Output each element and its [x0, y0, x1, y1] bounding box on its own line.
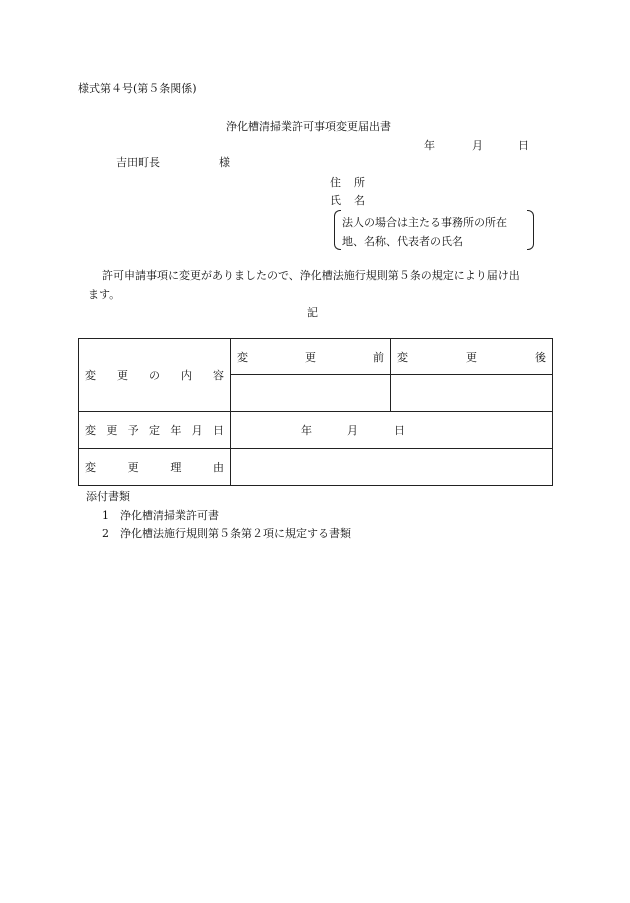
- date-day-label: 日: [518, 139, 529, 152]
- change-content-label-cell: [79, 339, 231, 412]
- planned-date-year: 年: [301, 424, 312, 437]
- date-year-label: 年: [424, 139, 435, 152]
- planned-date-month: 月: [347, 424, 358, 437]
- planned-date-value-cell[interactable]: [231, 412, 553, 449]
- change-content-label: 変 更 の 内 容: [85, 369, 224, 382]
- corporate-note-text: [342, 213, 507, 251]
- change-table: [78, 338, 553, 486]
- after-label: 変 更 後: [397, 350, 546, 364]
- addressee-honorific: 様: [219, 156, 230, 169]
- name-label-char-2: 名: [354, 194, 365, 207]
- corporate-note-line-2: 地、名称、代表者の氏名: [342, 235, 463, 248]
- reason-label-cell: [79, 449, 231, 486]
- address-label-char-2: 所: [354, 176, 365, 189]
- reason-value-cell[interactable]: [231, 449, 553, 486]
- corporate-note: [334, 210, 534, 248]
- right-bracket: [527, 210, 534, 250]
- before-label: 変 更 前: [237, 350, 384, 364]
- before-value-cell[interactable]: [231, 375, 391, 412]
- attachments-heading: 添付書類: [86, 490, 130, 503]
- left-bracket: [334, 210, 341, 250]
- addressee-name: 吉田町長: [116, 156, 160, 169]
- attachment-number: 2: [102, 527, 109, 540]
- planned-date-label-cell: [79, 412, 231, 449]
- name-label-char-1: 氏: [330, 194, 341, 207]
- attachment-number: 1: [102, 509, 109, 522]
- reason-label: 変 更 理 由: [85, 461, 224, 474]
- planned-date-label: 変 更 予 定 年 月 日: [85, 424, 224, 437]
- attachment-text: 浄化槽清掃業許可書: [120, 509, 219, 522]
- corporate-note-line-1: 法人の場合は主たる事務所の所在: [342, 216, 507, 229]
- ki-heading: 記: [307, 306, 318, 319]
- after-header-cell: [391, 339, 553, 375]
- document-title: 浄化槽清掃業許可事項変更届出書: [226, 120, 391, 133]
- date-month-label: 月: [472, 139, 483, 152]
- attachment-item: [102, 528, 351, 539]
- body-text-line-1: 許可申請事項に変更がありましたので、浄化槽法施行規則第５条の規定により届け出: [102, 269, 520, 282]
- body-text-line-2: ます。: [88, 288, 121, 301]
- form-number: 様式第４号(第５条関係): [78, 82, 197, 95]
- attachment-text: 浄化槽法施行規則第５条第２項に規定する書類: [120, 527, 351, 540]
- attachment-item: [102, 510, 219, 521]
- planned-date-day: 日: [394, 424, 405, 437]
- before-header-cell: [231, 339, 391, 375]
- after-value-cell[interactable]: [391, 375, 553, 412]
- address-label-char-1: 住: [330, 176, 341, 189]
